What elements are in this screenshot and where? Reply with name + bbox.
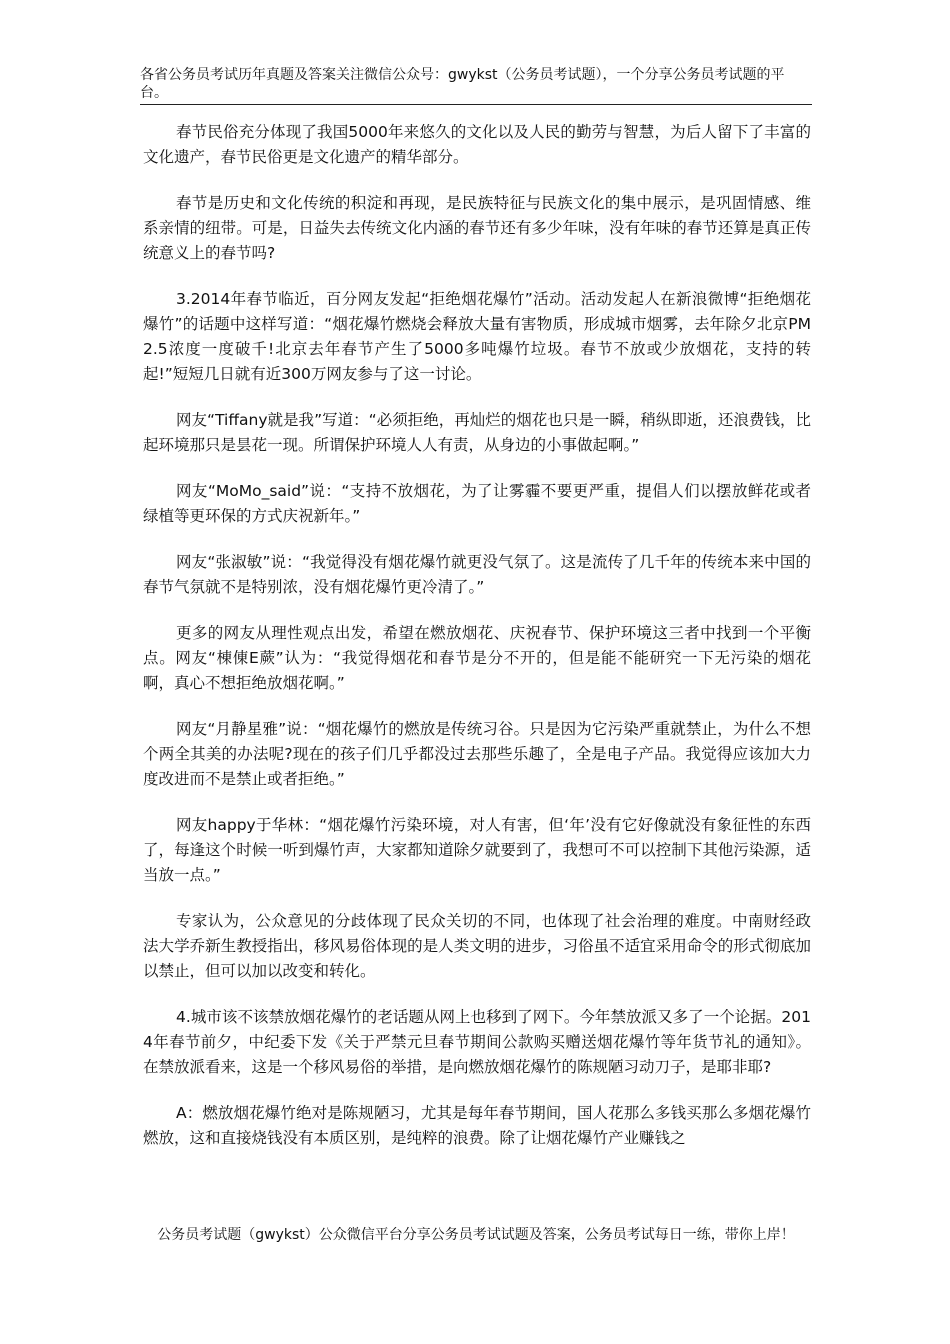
paragraph: 更多的网友从理性观点出发，希望在燃放烟花、庆祝春节、保护环境这三者中找到一个平衡点。网友“棟倲E蕨”认为：“我觉得烟花和春节是分不开的，但是能不能研究一下无污染的烟花啊，真心不想拒绝放烟花啊。” <box>143 624 811 692</box>
paragraph: 网友“月静星雅”说：“烟花爆竹的燃放是传统习谷。只是因为它污染严重就禁止，为什么不想个两全其美的办法呢?现在的孩子们几乎都没过去那些乐趣了，全是电子产品。我觉得应该加大力度改进而不是禁止或者拒绝。” <box>143 720 811 788</box>
page-header: 各省公务员考试历年真题及答案关注微信公众号：gwykst（公务员考试题），一个分享公务员考试题的平台。 <box>140 67 785 101</box>
paragraph: 网友“MoMo_said”说：“支持不放烟花，为了让雾霾不要更严重，提倡人们以摆放鲜花或者绿植等更环保的方式庆祝新年。” <box>143 482 811 525</box>
paragraph: A：燃放烟花爆竹绝对是陈规陋习，尤其是每年春节期间，国人花那么多钱买那么多烟花爆竹燃放，这和直接烧钱没有本质区别，是纯粹的浪费。除了让烟花爆竹产业赚钱之 <box>143 1104 811 1147</box>
paragraph: 春节是历史和文化传统的积淀和再现，是民族特征与民族文化的集中展示，是巩固情感、维系亲情的纽带。可是，日益失去传统文化内涵的春节还有多少年味，没有年味的春节还算是真正传统意义上的春节吗? <box>143 194 811 262</box>
document-body <box>143 120 811 1172</box>
paragraph: 3.2014年春节临近，百分网友发起“拒绝烟花爆竹”活动。活动发起人在新浪微博“拒绝烟花爆竹”的话题中这样写道：“烟花爆竹燃烧会释放大量有害物质，形成城市烟雾，去年除夕北京PM2.5浓度一度破千!北京去年春节产生了5000多吨爆竹垃圾。春节不放或少放烟花，支持的转起!”短短几日就有近300万网友参与了这一讨论。 <box>143 290 811 383</box>
paragraph: 网友“Tiffany就是我”写道：“必须拒绝，再灿烂的烟花也只是一瞬，稍纵即逝，还浪费钱，比起环境那只是昙花一现。所谓保护环境人人有责，从身边的小事做起啊。” <box>143 411 811 454</box>
paragraph: 网友happy于华林：“烟花爆竹污染环境，对人有害，但‘年’没有它好像就没有象征性的东西了，每逢这个时候一听到爆竹声，大家都知道除夕就要到了，我想可不可以控制下其他污染源，适当放一点。” <box>143 816 811 884</box>
paragraph: 网友“张淑敏”说：“我觉得没有烟花爆竹就更没气氛了。这是流传了几千年的传统本来中国的春节气氛就不是特别浓，没有烟花爆竹更冷清了。” <box>143 553 811 596</box>
paragraph: 春节民俗充分体现了我国5000年来悠久的文化以及人民的勤劳与智慧，为后人留下了丰富的文化遗产，春节民俗更是文化遗产的精华部分。 <box>143 123 811 166</box>
paragraph: 4.城市该不该禁放烟花爆竹的老话题从网上也移到了网下。今年禁放派又多了一个论据。2014年春节前夕，中纪委下发《关于严禁元旦春节期间公款购买赠送烟花爆竹等年货节礼的通知》。在禁放派看来，这是一个移风易俗的举措，是向燃放烟花爆竹的陈规陋习动刀子，是耶非耶? <box>143 1008 811 1076</box>
page-footer: 公务员考试题（gwykst）公众微信平台分享公务员考试试题及答案，公务员考试每日一练，带你上岸！ <box>157 1227 795 1243</box>
header-divider <box>140 104 812 105</box>
paragraph: 专家认为，公众意见的分歧体现了民众关切的不同，也体现了社会治理的难度。中南财经政法大学乔新生教授指出，移风易俗体现的是人类文明的进步，习俗虽不适宜采用命令的形式彻底加以禁止，但可以加以改变和转化。 <box>143 912 811 980</box>
